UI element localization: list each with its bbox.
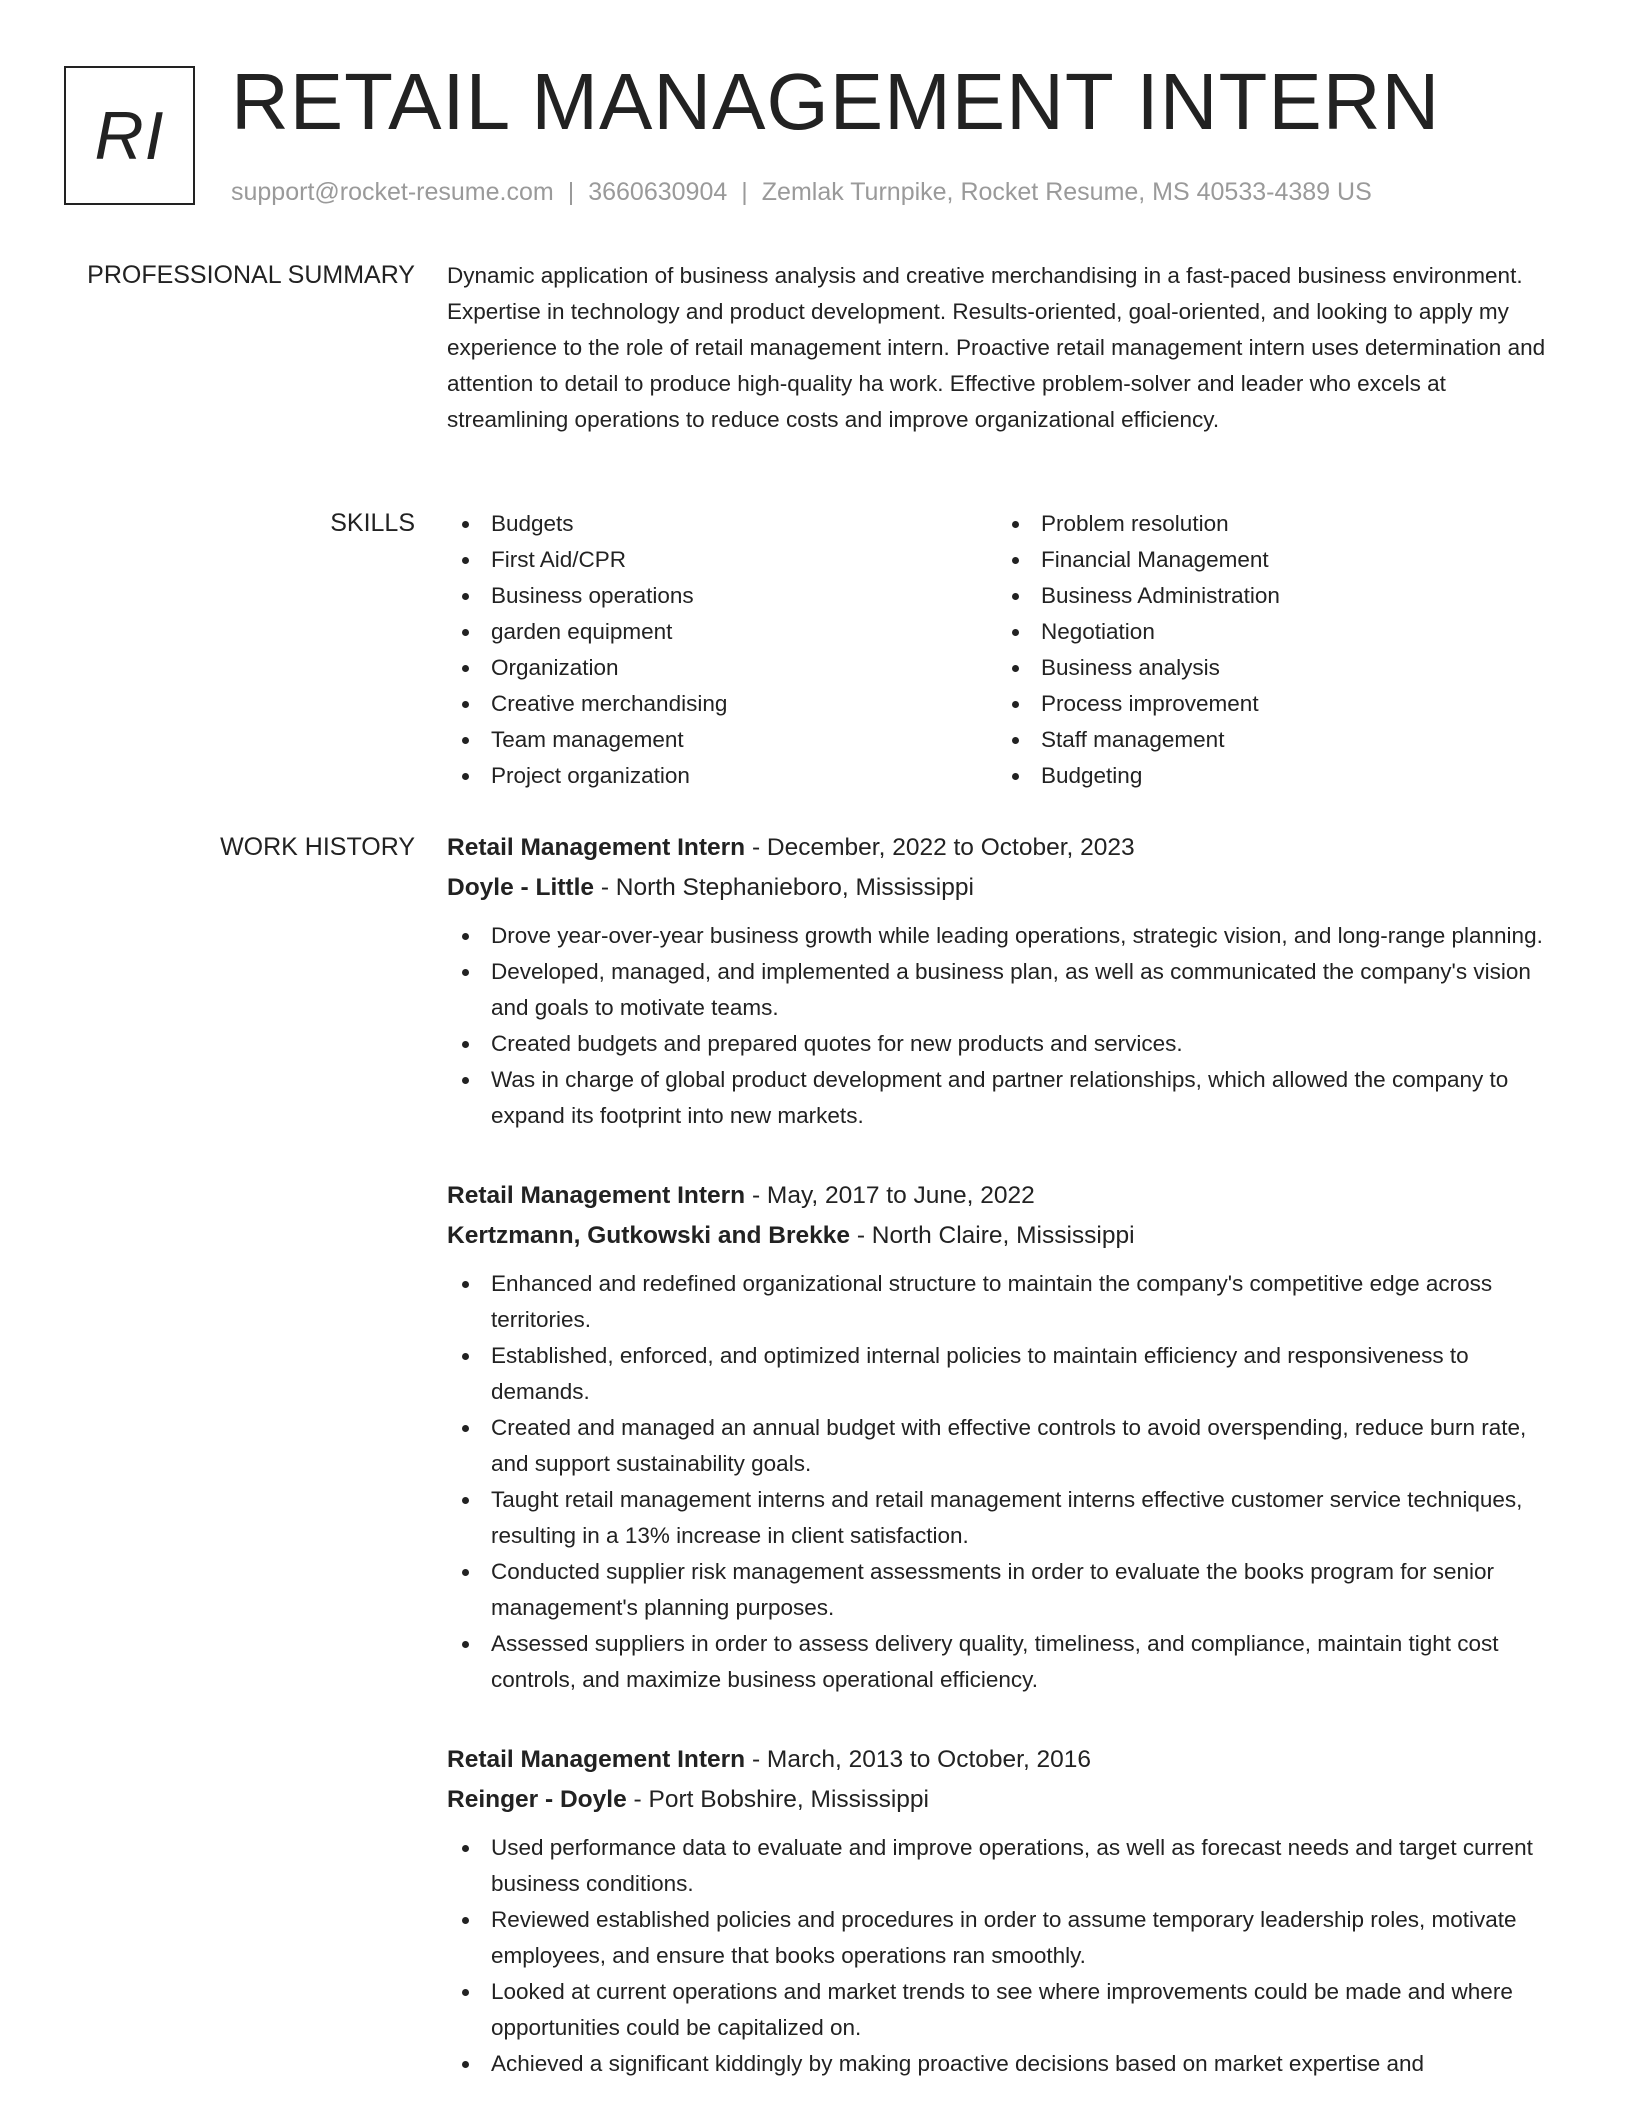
job-bullet: Assessed suppliers in order to assess delivery quality, timeliness, and compliance, maintain tight cost controls, and maximize business operational efficiency. [491, 1626, 1567, 1698]
job-entry [447, 828, 1567, 1134]
job-entry [447, 1740, 1567, 2082]
skills-list-left [447, 506, 997, 794]
monogram-text: RI [94, 97, 165, 174]
summary-text: Dynamic application of business analysis and creative merchandising in a fast-paced business environment. Expertise in technology and product development. Results-oriented, goal-oriented, and looking to apply my experience to the role of retail management intern. Proactive retail management intern uses determination and attention to detail to produce high-quality ha work. Effective problem-solver and leader who excels at streamlining operations to reduce costs and improve organizational efficiency. [447, 263, 1546, 432]
contact-separator: | [741, 178, 748, 206]
job-bullet: Was in charge of global product development and partner relationships, which allowed the company to expand its footprint into new markets. [491, 1062, 1567, 1134]
job-bullets [447, 918, 1567, 1134]
contact-address: Zemlak Turnpike, Rocket Resume, MS 40533-4389 US [761, 178, 1372, 206]
skill-item: Project organization [491, 758, 997, 794]
job-location: - Port Bobshire, Mississippi [626, 1786, 929, 1813]
job-bullet: Used performance data to evaluate and improve operations, as well as forecast needs and target current business conditions. [491, 1830, 1567, 1902]
job-location: - North Claire, Mississippi [850, 1222, 1135, 1249]
job-title: Retail Management Intern [447, 834, 746, 861]
job-company-line [447, 868, 1567, 908]
job-company-line [447, 1780, 1567, 1820]
skill-item: garden equipment [491, 614, 997, 650]
monogram-logo [64, 66, 195, 205]
job-bullets [447, 1266, 1567, 1698]
skill-item: Process improvement [1041, 686, 1547, 722]
contact-phone: 3660630904 [588, 178, 728, 206]
job-title-line [447, 1740, 1567, 1780]
job-bullet: Reviewed established policies and procedures in order to assume temporary leadership roles, motivate employees, and ensure that books operations ran smoothly. [491, 1902, 1567, 1974]
work-history-heading: WORK HISTORY [220, 833, 415, 861]
job-dates: - December, 2022 to October, 2023 [745, 834, 1135, 861]
resume-title: RETAIL MANAGEMENT INTERN [231, 57, 1441, 146]
skill-item: Budgets [491, 506, 997, 542]
skill-item: Business analysis [1041, 650, 1547, 686]
job-company: Reinger - Doyle [447, 1786, 627, 1813]
job-location: - North Stephanieboro, Mississippi [594, 874, 974, 901]
job-title-line [447, 828, 1567, 868]
contact-email: support@rocket-resume.com [231, 178, 554, 206]
job-bullet: Taught retail management interns and retail management interns effective customer service techniques, resulting in a 13% increase in client satisfaction. [491, 1482, 1567, 1554]
job-bullet: Created budgets and prepared quotes for new products and services. [491, 1026, 1567, 1062]
job-title: Retail Management Intern [447, 1746, 746, 1773]
summary-body [447, 258, 1567, 438]
skill-item: Staff management [1041, 722, 1547, 758]
skill-item: Business Administration [1041, 578, 1547, 614]
skill-item: Creative merchandising [491, 686, 997, 722]
job-title-line [447, 1176, 1567, 1216]
job-bullet: Drove year-over-year business growth while leading operations, strategic vision, and long-range planning. [491, 918, 1567, 954]
job-bullet: Developed, managed, and implemented a business plan, as well as communicated the company's vision and goals to motivate teams. [491, 954, 1567, 1026]
skill-item: First Aid/CPR [491, 542, 997, 578]
contact-line [231, 176, 1372, 208]
skill-item: Team management [491, 722, 997, 758]
work-history-body [447, 828, 1567, 2124]
job-bullet: Looked at current operations and market trends to see where improvements could be made and where opportunities could be capitalized on. [491, 1974, 1567, 2046]
job-bullet: Established, enforced, and optimized internal policies to maintain efficiency and responsiveness to demands. [491, 1338, 1567, 1410]
skill-item: Organization [491, 650, 997, 686]
skills-columns [447, 506, 1567, 794]
summary-heading: PROFESSIONAL SUMMARY [87, 261, 415, 289]
skills-heading: SKILLS [330, 509, 415, 537]
contact-separator: | [567, 178, 575, 206]
skills-list-right [997, 506, 1547, 794]
job-bullet: Achieved a significant kiddingly by making proactive decisions based on market expertise and [491, 2046, 1567, 2082]
job-title: Retail Management Intern [447, 1182, 746, 1209]
skill-item: Business operations [491, 578, 997, 614]
skills-body [447, 506, 1567, 794]
job-company-line [447, 1216, 1567, 1256]
job-bullet: Enhanced and redefined organizational structure to maintain the company's competitive edge across territories. [491, 1266, 1567, 1338]
job-bullet: Conducted supplier risk management assessments in order to evaluate the books program for senior management's planning purposes. [491, 1554, 1567, 1626]
skill-item: Problem resolution [1041, 506, 1547, 542]
job-dates: - March, 2013 to October, 2016 [745, 1746, 1092, 1773]
skill-item: Negotiation [1041, 614, 1547, 650]
job-dates: - May, 2017 to June, 2022 [745, 1182, 1035, 1209]
job-company: Doyle - Little [447, 874, 595, 901]
skill-item: Financial Management [1041, 542, 1547, 578]
job-bullet: Created and managed an annual budget with effective controls to avoid overspending, reduce burn rate, and support sustainability goals. [491, 1410, 1567, 1482]
skill-item: Budgeting [1041, 758, 1547, 794]
job-company: Kertzmann, Gutkowski and Brekke [447, 1222, 851, 1249]
job-bullets [447, 1830, 1567, 2082]
job-entry [447, 1176, 1567, 1698]
